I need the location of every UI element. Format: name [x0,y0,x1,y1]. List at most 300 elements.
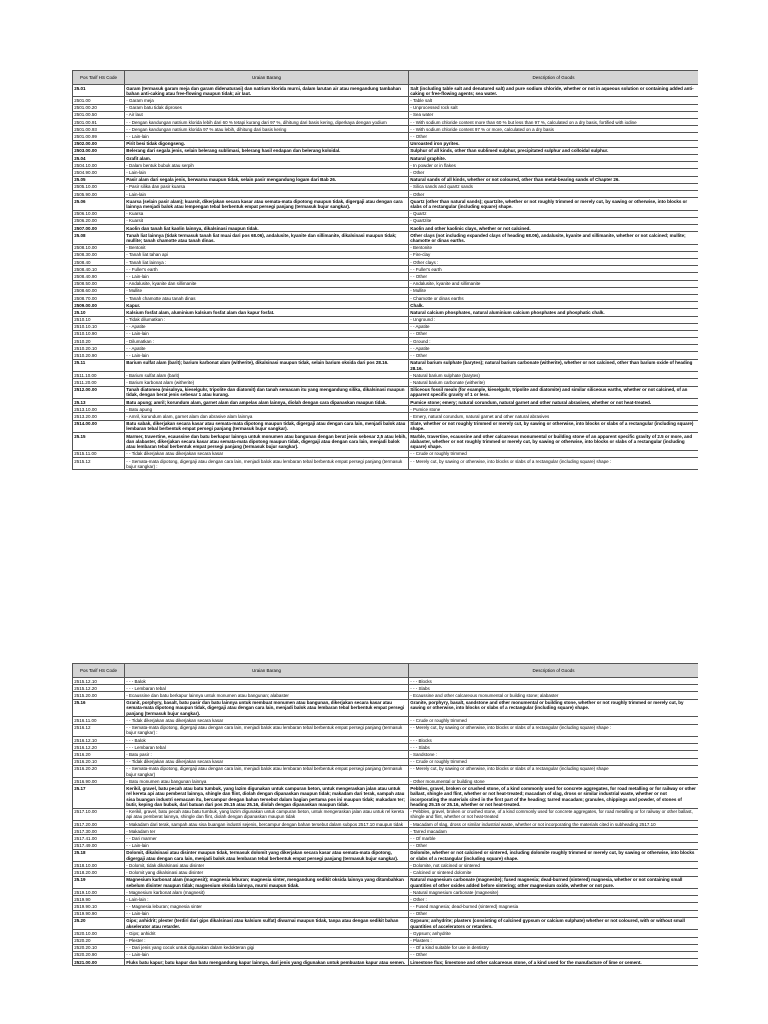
description-cell: - Unground : [409,316,699,323]
table-row [73,338,699,345]
uraian-cell: Pasir alam dari segala jenis, berwarna maupun tidak, selain pasir mengandung logam dari Bab 26. [125,176,409,183]
table-row [73,876,699,888]
description-cell: - Macadam of slag, dross or similar industrial waste, whether or not incorporating the materials cited in subheading 2517.10 [409,821,699,828]
description-cell: - Andalusite, kyanite and sillimanite [409,280,699,287]
table-row [73,758,699,765]
uraian-cell: - - Semata-mata dipotong, digergaji atau dengan cara lain, menjadi balok atau lembaran tebal berbentuk empat persegi panjang (termasuk bujur sangkar) [125,765,409,777]
table-row [73,849,699,861]
description-cell: - In powder or in flakes [409,162,699,169]
table-row [73,217,699,224]
description-cell: - Natural barium carbonate (witherite) [409,379,699,386]
hs-code-cell: 2513.10.00 [73,406,125,413]
uraian-cell: - Kuarsit [125,217,409,224]
description-cell: Marble, travertine, ecaussine and other calcareous monumental or building stone of an apparent specific gravity of 2.5 or more, and alabaster, whether or not roughly trimmed or merely cut, by sawing or otherwise, into blocks or slabs of a rectangular (including square) shape. [409,433,699,451]
uraian-cell: - Amril, korundum alam, garnet alam dan abrasive alam lainnya [125,413,409,420]
uraian-cell: - Kerikil, gravel, batu pecah atau batu tumbuk, yang lazim digunakan untuk campuran beton, untuk mengeraskan jalan atau untuk rel kereta api atau pemberat lainnya, shingle dan flint, diolah dengan dipanaskan maupun tidak [125,808,409,820]
hs-code-cell: 2510.20.10 [73,345,125,352]
hs-code-cell: 2517.41.00 [73,835,125,842]
hs-code-cell: 2515.12.20 [73,685,125,692]
uraian-cell: - Dilumatkan : [125,338,409,345]
uraian-cell: - Lain-lain [125,169,409,176]
hs-code-cell: 2518.10.00 [73,862,125,869]
table-row [73,251,699,258]
hs-code-cell: 2504.10.00 [73,162,125,169]
hs-code-cell: 25.17 [73,785,125,808]
description-cell: - - Other [409,951,699,958]
description-cell: Chalk. [409,302,699,309]
table-row [73,97,699,104]
uraian-cell: - Makadam dari terak, sampah atau sisa buangan industri sejenis, bercampur dengan bahan tersebut dalam subpos 2517.10 maupun tidak [125,821,409,828]
uraian-cell: - Pasir silika dan pasir kuarsa [125,183,409,190]
hs-code-cell: 2503.00.00 [73,147,125,154]
uraian-cell: - - Tidak dikerjakan atau dikerjakan secara kasar [125,717,409,724]
uraian-cell: - - Lain-lain [125,133,409,140]
hs-code-cell: 2515.12 [73,458,125,470]
description-cell: - Quartz [409,210,699,217]
uraian-cell: - Kuarsa [125,210,409,217]
description-cell: Granite, porphyry, basalt, sandstone and other monumental or building stone, whether or not roughly trimmed or merely cut, by sawing or otherwise, into blocks or slabs of a rectangular (including square) shape. [409,699,699,717]
table-row [73,903,699,910]
description-cell: - - - Slabs [409,685,699,692]
hs-code-cell: 2517.30.00 [73,828,125,835]
description-cell: - Natural barium sulphate (barytes) [409,372,699,379]
description-cell: Unroasted iron pyrites. [409,140,699,147]
table-row [73,737,699,744]
uraian-cell: - - Lain-lain [125,352,409,359]
description-cell: - Pumice stone [409,406,699,413]
table-row [73,744,699,751]
description-cell: - - Crude or roughly trimmed [409,717,699,724]
hs-code-cell: 2516.20 [73,751,125,758]
table-row [73,869,699,876]
description-cell: - Silica sands and quartz sands [409,183,699,190]
description-cell: - Chamotte or dinas earths [409,294,699,301]
hs-code-cell: 2516.12.10 [73,737,125,744]
description-cell: Salt (including table salt and denatured salt) and pure sodium chloride, whether or not in aqueous solution or containing added anti-caking or free-flowing agents; sea water. [409,85,699,97]
uraian-cell: Batu sabak, dikerjakan secara kasar atau semata-mata dipotong maupun tidak, digergaji atau dengan cara lain, menjadi balok atau lembaran tebal berbentuk empat persegi panjang (termasuk bujur sangkar). [125,420,409,432]
uraian-cell: - - - Balok [125,678,409,685]
description-cell: Natural calcium phosphates, natural aluminium calcium phosphates and phosphatic chalk. [409,309,699,316]
table-row [73,309,699,316]
hs-code-cell: 2511.10.00 [73,372,125,379]
table-row [73,224,699,231]
description-cell: - - With sodium chloride content more than 60 % but less than 97 %, calculated on a dry basis, fortified with iodine [409,119,699,126]
uraian-barang-header: Uraian Barang [125,71,409,85]
description-cell: - Ground : [409,338,699,345]
description-cell: - Other [409,169,699,176]
hs-code-cell: 2510.20.90 [73,352,125,359]
hs-code-cell: 2510.20 [73,338,125,345]
uraian-cell: - Barium karbonat alam (witherite) [125,379,409,386]
hs-code-cell: 2516.12.20 [73,744,125,751]
hs-code-cell: 25.16 [73,699,125,717]
table-row [73,294,699,301]
table-row [73,210,699,217]
table-row [73,751,699,758]
hs-code-cell: 2516.11.00 [73,717,125,724]
hs-code-cell: 2501.00.91 [73,119,125,126]
table-row [73,244,699,251]
table-row [73,685,699,692]
hs-code-header: Pos Tarif HS Code [73,664,125,678]
uraian-cell: Grafit alam. [125,154,409,161]
hs-code-cell: 25.11 [73,359,125,371]
table-row [73,862,699,869]
tariff-page-1 [72,70,698,526]
description-cell: - - Apatite [409,323,699,330]
table-row [73,951,699,958]
description-cell: - Sea water [409,111,699,118]
table-row [73,944,699,951]
description-cell: - Quartzite [409,217,699,224]
uraian-cell: - Mullite [125,287,409,294]
hs-code-header: Pos Tarif HS Code [73,71,125,85]
uraian-cell: - Dolomit, tidak dikalsinasi atau disinter [125,862,409,869]
hs-code-cell: 25.19 [73,876,125,888]
table-row [73,302,699,309]
hs-code-cell: 2508.70.00 [73,294,125,301]
uraian-cell: Fluks batu kapur; batu kapur dan batu mengandung kapur lainnya, dari jenis yang digunakan untuk pembuatan kapur atau semen. [125,959,409,966]
description-cell: Dolomite, whether or not calcined or sintered, including dolomite roughly trimmed or merely cut, by sawing or otherwise, into blocks or slabs of a rectangular (including square) shape. [409,849,699,861]
table-row [73,232,699,244]
hs-code-cell: 25.01 [73,85,125,97]
uraian-cell: Kapur. [125,302,409,309]
table-row [73,154,699,161]
table-row [73,450,699,457]
uraian-cell: Tanah liat lainnya (tidak termasuk tanah liat muai dari pos 68.06), andalusite, kyanite dan sillimanite, dikalsinasi maupun tidak; mullite; tanah chamotte atau tanah dinas. [125,232,409,244]
uraian-cell: - Barium sulfat alam (barit) [125,372,409,379]
hs-code-cell: 2520.20.90 [73,951,125,958]
uraian-cell: - - Tidak dikerjakan atau dikerjakan secara kasar [125,758,409,765]
table-row [73,119,699,126]
table-row [73,126,699,133]
table-row [73,778,699,785]
uraian-cell: - - - Lembaran tebal [125,744,409,751]
uraian-cell: - - Lain-lain [125,910,409,917]
description-cell: - - Merely cut, by sawing or otherwise, into blocks or slabs of a rectangular (including square) shape [409,765,699,777]
description-cell: - Sandstone : [409,751,699,758]
uraian-cell: - - Dengan kandungan natrium klorida lebih dari 60 % tetapi kurang dari 97 %, dihitung dari basis kering, diperkaya dengan yodium [125,119,409,126]
uraian-cell: - Tanah chamotte atau tanah dinas [125,294,409,301]
hs-code-cell: 2509.00.00 [73,302,125,309]
uraian-cell: Gips; anhidrit; plester (terdiri dari gips dikalsinasi atau kalsium sulfat) diwarnai maupun tidak, tanpa atau dengan sedikit bahan akselerator atau retarder. [125,917,409,929]
uraian-cell: - Makadam ter [125,828,409,835]
table-row [73,828,699,835]
table-row [73,889,699,896]
hs-code-cell: 2516.20.20 [73,765,125,777]
description-cell: Gypsum; anhydrite; plasters (consisting of calcined gypsum or calcium sulphate) whether or not coloured, with or without small quantities of accelerators or retarders. [409,917,699,929]
description-cell: - - Other [409,273,699,280]
description-cell: - Other [409,190,699,197]
hs-code-cell: 25.10 [73,309,125,316]
description-cell: - Other clays : [409,259,699,266]
table-row [73,176,699,183]
table-row [73,785,699,808]
hs-code-cell: 2504.90.00 [73,169,125,176]
hs-code-cell: 2519.90 [73,896,125,903]
uraian-cell: Dolomit, dikalsinasi atau disinter maupun tidak, termasuk dolomit yang dikerjakan secara kasar atau semata-mata dipotong, digergaji atau dengan cara lain, menjadi balok atau lembaran tebal berbentuk empat persegi panjang (termasuk bujur sangkar). [125,849,409,861]
hs-code-cell: 2506.10.00 [73,210,125,217]
table-row [73,352,699,359]
table-row [73,259,699,266]
table-row [73,147,699,154]
uraian-cell: - Garam batu tidak diproses [125,104,409,111]
hs-code-cell: 2507.00.00 [73,224,125,231]
tariff-table-1 [72,70,698,470]
description-cell: - - Apatite [409,345,699,352]
uraian-cell: - Tidak dilumatkan : [125,316,409,323]
description-cell: Sulphur of all kinds, other than sublimed sulphur, precipitated sulphur and colloidal sulphur. [409,147,699,154]
description-cell: Natural magnesium carbonate (magnesite); fused magnesia; dead-burned (sintered) magnesia, whether or not containing small quantities of other oxides added before sintering; other magnesium oxide, whether or not pure. [409,876,699,888]
table-row [73,111,699,118]
hs-code-cell: 2508.40.10 [73,266,125,273]
table-row [73,433,699,451]
hs-code-cell: 2517.10.00 [73,808,125,820]
description-cell: - - - Blocks [409,678,699,685]
description-cell: - - With sodium chloride content 97 % or more, calculated on a dry basis [409,126,699,133]
hs-code-cell: 2519.10.00 [73,889,125,896]
hs-code-cell: 2510.10.90 [73,330,125,337]
uraian-cell: Kaolin dan tanah liat kaolin lainnya, dikalsinasi maupun tidak. [125,224,409,231]
uraian-cell: - Lain-lain : [125,896,409,903]
description-cell: Natural sands of all kinds, whether or not coloured, other than metal-bearing sands of Chapter 26. [409,176,699,183]
table-row [73,959,699,966]
uraian-cell: - - Lain-lain [125,273,409,280]
table-row [73,699,699,717]
table-row [73,85,699,97]
hs-code-cell: 2512.00.00 [73,386,125,398]
uraian-cell: - - Dari marmer [125,835,409,842]
hs-code-cell: 2508.30.00 [73,251,125,258]
table-row [73,266,699,273]
uraian-cell: - Batu apung [125,406,409,413]
description-cell: - Mullite [409,287,699,294]
uraian-cell: Belerang dari segala jenis, selain belerang sublimasi, belerang hasil endapan dan belerang koloidal. [125,147,409,154]
table-row [73,717,699,724]
hs-code-cell: 2505.90.00 [73,190,125,197]
table-row [73,808,699,820]
description-cell: Pebbles, gravel, broken or crushed stone, of a kind commonly used for concrete aggregates, for road metalling or for railway or other ballast, shingle and flint, whether or not heat-treated; macadam of slag, dross or similar industrial waste, whether or not incorporating the materials cited in the first part of the heading; tarred macadam; granules, chippings and powder, of stones of heading 25.15 or 25.16, whether or not heat-treated. [409,785,699,808]
description-cell: - Dolomite, not calcined or sintered [409,862,699,869]
uraian-cell: - Gips; anhidrit [125,930,409,937]
uraian-cell: Granit, porphyry, basalt, batu pasir dan batu lainnya untuk membuat monumen atau bangunan, dikerjakan secara kasar atau semata-mata dipotong maupun tidak, digergaji atau dengan cara lain, menjadi balok atau lembaran tebal berbentuk empat persegi panjang (termasuk bujur sangkar). [125,699,409,717]
uraian-cell: - Batu monumen atau bangunan lainnya [125,778,409,785]
uraian-cell: - Dolomit yang dikalsinasi atau disinter [125,869,409,876]
table-row [73,359,699,371]
hs-code-cell: 2516.90.00 [73,778,125,785]
table-row [73,386,699,398]
description-cell: - - Merely cut, by sawing or otherwise, into blocks or slabs of a rectangular (including square) shape : [409,458,699,470]
table-row [73,398,699,405]
uraian-cell: Batu apung; amril; korundum alam, garnet alam dan ampelas alam lainnya, diolah dengan cara dipanaskan maupun tidak. [125,398,409,405]
uraian-cell: Kalsium fosfat alam, aluminium kalsium fosfat alam dan kapur fosfat. [125,309,409,316]
hs-code-cell: 25.04 [73,154,125,161]
hs-code-cell: 2508.60.00 [73,287,125,294]
description-cell: Natural graphite. [409,154,699,161]
description-cell: - Pebbles, gravel, broken or crushed stone, of a kind commonly used for concrete aggregates, for road metalling or for railway or other ballast, shingle and flint, whether or not heat-treated [409,808,699,820]
description-cell: - Ecaussine and other calcareous monumental or building stone; alabaster [409,692,699,699]
uraian-cell: - Magnesium karbonat alam (magnesit) [125,889,409,896]
table-row [73,162,699,169]
uraian-cell: Pirit besi tidak digongseng. [125,140,409,147]
uraian-cell: - Bentonit [125,244,409,251]
hs-code-cell: 2513.20.00 [73,413,125,420]
description-header: Description of Goods [409,71,699,85]
table-row [73,406,699,413]
hs-code-cell: 25.18 [73,849,125,861]
table-row [73,190,699,197]
table-row [73,724,699,736]
hs-code-cell: 2521.00.00 [73,959,125,966]
table-row [73,198,699,210]
uraian-cell: - - Tidak dikerjakan atau dikerjakan secara kasar [125,450,409,457]
table-row [73,835,699,842]
description-cell: Natural barium sulphate (barytes); natural barium carbonate (witherite), whether or not calcined, other than barium oxide of heading 28.16. [409,359,699,371]
uraian-cell: - Air laut [125,111,409,118]
description-cell: - Bentonite [409,244,699,251]
table-row [73,183,699,190]
description-cell: - Unprocessed rock salt [409,104,699,111]
table-row [73,169,699,176]
tariff-table-2 [72,663,698,966]
hs-code-cell: 2517.20.00 [73,821,125,828]
description-cell: - Other : [409,896,699,903]
description-cell: Quartz (other than natural sands); quartzite, whether or not roughly trimmed or merely cut, by sawing or otherwise, into blocks or slabs of a rectangular (including square) shape. [409,198,699,210]
description-cell: Slate, whether or not roughly trimmed or merely cut, by sawing or otherwise, into blocks or slabs of a rectangular (including square) shape. [409,420,699,432]
uraian-cell: - - Apatite [125,323,409,330]
table-row [73,273,699,280]
uraian-cell: - - Lain-lain [125,330,409,337]
description-cell: Other clays (not including expanded clays of heading 68.06), andalusite, kyanite and sillimanite, whether or not calcined; mullite; chamotte or dinas earths. [409,232,699,244]
description-cell: - - - Blocks [409,737,699,744]
description-cell: - Calcined or sintered dolomite [409,869,699,876]
description-cell: - - Crude or roughly trimmed [409,450,699,457]
table-row [73,372,699,379]
hs-code-cell: 2510.10 [73,316,125,323]
hs-code-cell: 2520.20.10 [73,944,125,951]
table-row [73,937,699,944]
description-cell: - - Other [409,910,699,917]
hs-code-cell: 2508.50.00 [73,280,125,287]
hs-code-cell: 2501.00.99 [73,133,125,140]
table-row [73,821,699,828]
description-cell: - Tarred macadam [409,828,699,835]
hs-code-cell: 2520.20 [73,937,125,944]
hs-code-cell: 2510.10.10 [73,323,125,330]
uraian-cell: - Ecaussine dan batu berkapur lainnya untuk monumen atau bangunan; alabaster [125,692,409,699]
uraian-cell: - - Semata-mata dipotong, digergaji atau dengan cara lain, menjadi balok atau lembaran tebal berbentuk empat persegi panjang (termasuk bujur sangkar) : [125,458,409,470]
uraian-cell: - Tanah liat lainnya : [125,259,409,266]
description-cell: - Fire-clay [409,251,699,258]
table-row [73,287,699,294]
uraian-cell: - Batu pasir : [125,751,409,758]
table-row [73,765,699,777]
description-cell: - Gypsum; anhydrite [409,930,699,937]
uraian-barang-header: Uraian Barang [125,664,409,678]
description-cell: Kaolin and other kaolinic clays, whether or not calcined. [409,224,699,231]
description-cell: - Emery, natural corundum, natural garnet and other natural abrasives [409,413,699,420]
description-cell: - Natural magnesium carbonate (magnesite) [409,889,699,896]
description-cell: - - Other [409,352,699,359]
description-cell: - - Merely cut, by sawing or otherwise, into blocks or slabs of a rectangular (including square) shape : [409,724,699,736]
table-row [73,692,699,699]
table-row [73,104,699,111]
uraian-cell: - - Apatite [125,345,409,352]
uraian-cell: - - Fuller's earth [125,266,409,273]
uraian-cell: - Plester : [125,937,409,944]
hs-code-cell: 2502.00.00 [73,140,125,147]
hs-code-cell: 2519.90.10 [73,903,125,910]
description-cell: - - Fused magnesia; dead-burned (sintered) magnesia [409,903,699,910]
description-cell: - - Fuller's earth [409,266,699,273]
description-cell: - Plasters : [409,937,699,944]
hs-code-cell: 25.13 [73,398,125,405]
uraian-cell: Kerikil, gravel, batu pecah atau batu tumbuk, yang lazim digunakan untuk campuran beton, untuk mengeraskan jalan atau untuk rel kereta api atau pemberat lainnya, shingle dan flint, diolah dengan dipanaskan maupun tidak; makadam dari terak, sampah atau sisa buangan industri semacam itu, bercampur dengan bahan tersebut dalam bagian pertama pos ini maupun tidak; makadam ter; butir, keping dan bubuk, dari batuan dari pos 25.15 atau 25.16, diolah dengan dipanaskan maupun tidak. [125,785,409,808]
uraian-cell: - Andalusite, kyanite dan sillimanite [125,280,409,287]
table-row [73,140,699,147]
uraian-cell: Tanah diatomea (misalnya, kieselguhr, tripolite dan diatomit) dan tanah semacam itu yang mengandung silika, dikalsinasi maupun tidak, dengan berat jenis sebesar 1 atau kurang. [125,386,409,398]
table-row [73,420,699,432]
hs-code-cell: 25.08 [73,232,125,244]
table-row [73,316,699,323]
table-row [73,280,699,287]
hs-code-cell: 2501.00.20 [73,104,125,111]
table-row [73,842,699,849]
table-row [73,458,699,470]
description-cell: Siliceous fossil meals (for example, kieselguhr, tripolite and diatomite) and similar siliceous earths, whether or not calcined, of an apparent specific gravity of 1 or less. [409,386,699,398]
uraian-cell: - Tanah liat tahan api [125,251,409,258]
hs-code-cell: 2515.20.00 [73,692,125,699]
table-header-row [73,664,699,678]
description-cell: Limestone flux; limestone and other calcareous stone, of a kind used for the manufacture of lime or cement. [409,959,699,966]
hs-code-cell: 2515.11.00 [73,450,125,457]
uraian-cell: - - - Balok [125,737,409,744]
hs-code-cell: 25.06 [73,198,125,210]
uraian-cell: - Garam meja [125,97,409,104]
uraian-cell: - - Magnesia leburan; magnesia sinter [125,903,409,910]
description-cell: - - - Slabs [409,744,699,751]
uraian-cell: Magnesium karbonat alam (magnesit); magnesia leburan; magnesia sinter, mengandung sedikit oksida lainnya yang ditambahkan sebelum disinter maupun tidak; magnesium oksida lainnya, murni maupun tidak. [125,876,409,888]
hs-code-cell: 2501.00.93 [73,126,125,133]
hs-code-cell: 2514.00.00 [73,420,125,432]
hs-code-cell: 2506.20.00 [73,217,125,224]
table-row [73,133,699,140]
uraian-cell: - Dalam bentuk bubuk atau serpih [125,162,409,169]
hs-code-cell: 2516.12 [73,724,125,736]
description-cell: - Table salt [409,97,699,104]
uraian-cell: - - - Lembaran tebal [125,685,409,692]
uraian-cell: Garam (termasuk garam meja dan garam didenaturasi) dan natrium klorida murni, dalam larutan air atau mengandung tambahan bahan anti-caking atau free-flowing maupun tidak; air laut. [125,85,409,97]
description-cell: - - Other [409,330,699,337]
table-row [73,413,699,420]
uraian-cell: - - Dari jenis yang cocok untuk digunakan dalam kedokteran gigi [125,944,409,951]
hs-code-cell: 2505.10.00 [73,183,125,190]
description-cell: - - Of marble [409,835,699,842]
hs-code-cell: 2519.90.90 [73,910,125,917]
hs-code-cell: 2520.10.00 [73,930,125,937]
table-header-row [73,71,699,85]
table-row [73,896,699,903]
hs-code-cell: 2501.00 [73,97,125,104]
hs-code-cell: 2501.00.50 [73,111,125,118]
uraian-cell: - - Semata-mata dipotong, digergaji atau dengan cara lain, menjadi balok atau lembaran tebal berbentuk empat persegi panjang (termasuk bujur sangkar) : [125,724,409,736]
description-header: Description of Goods [409,664,699,678]
table-row [73,930,699,937]
table-row [73,379,699,386]
uraian-cell: Barium sulfat alam (barit); barium karbonat alam (witherite), dikalsinasi maupun tidak, selain barium oksida dari pos 28.16. [125,359,409,371]
table-row [73,678,699,685]
hs-code-cell: 2508.40 [73,259,125,266]
